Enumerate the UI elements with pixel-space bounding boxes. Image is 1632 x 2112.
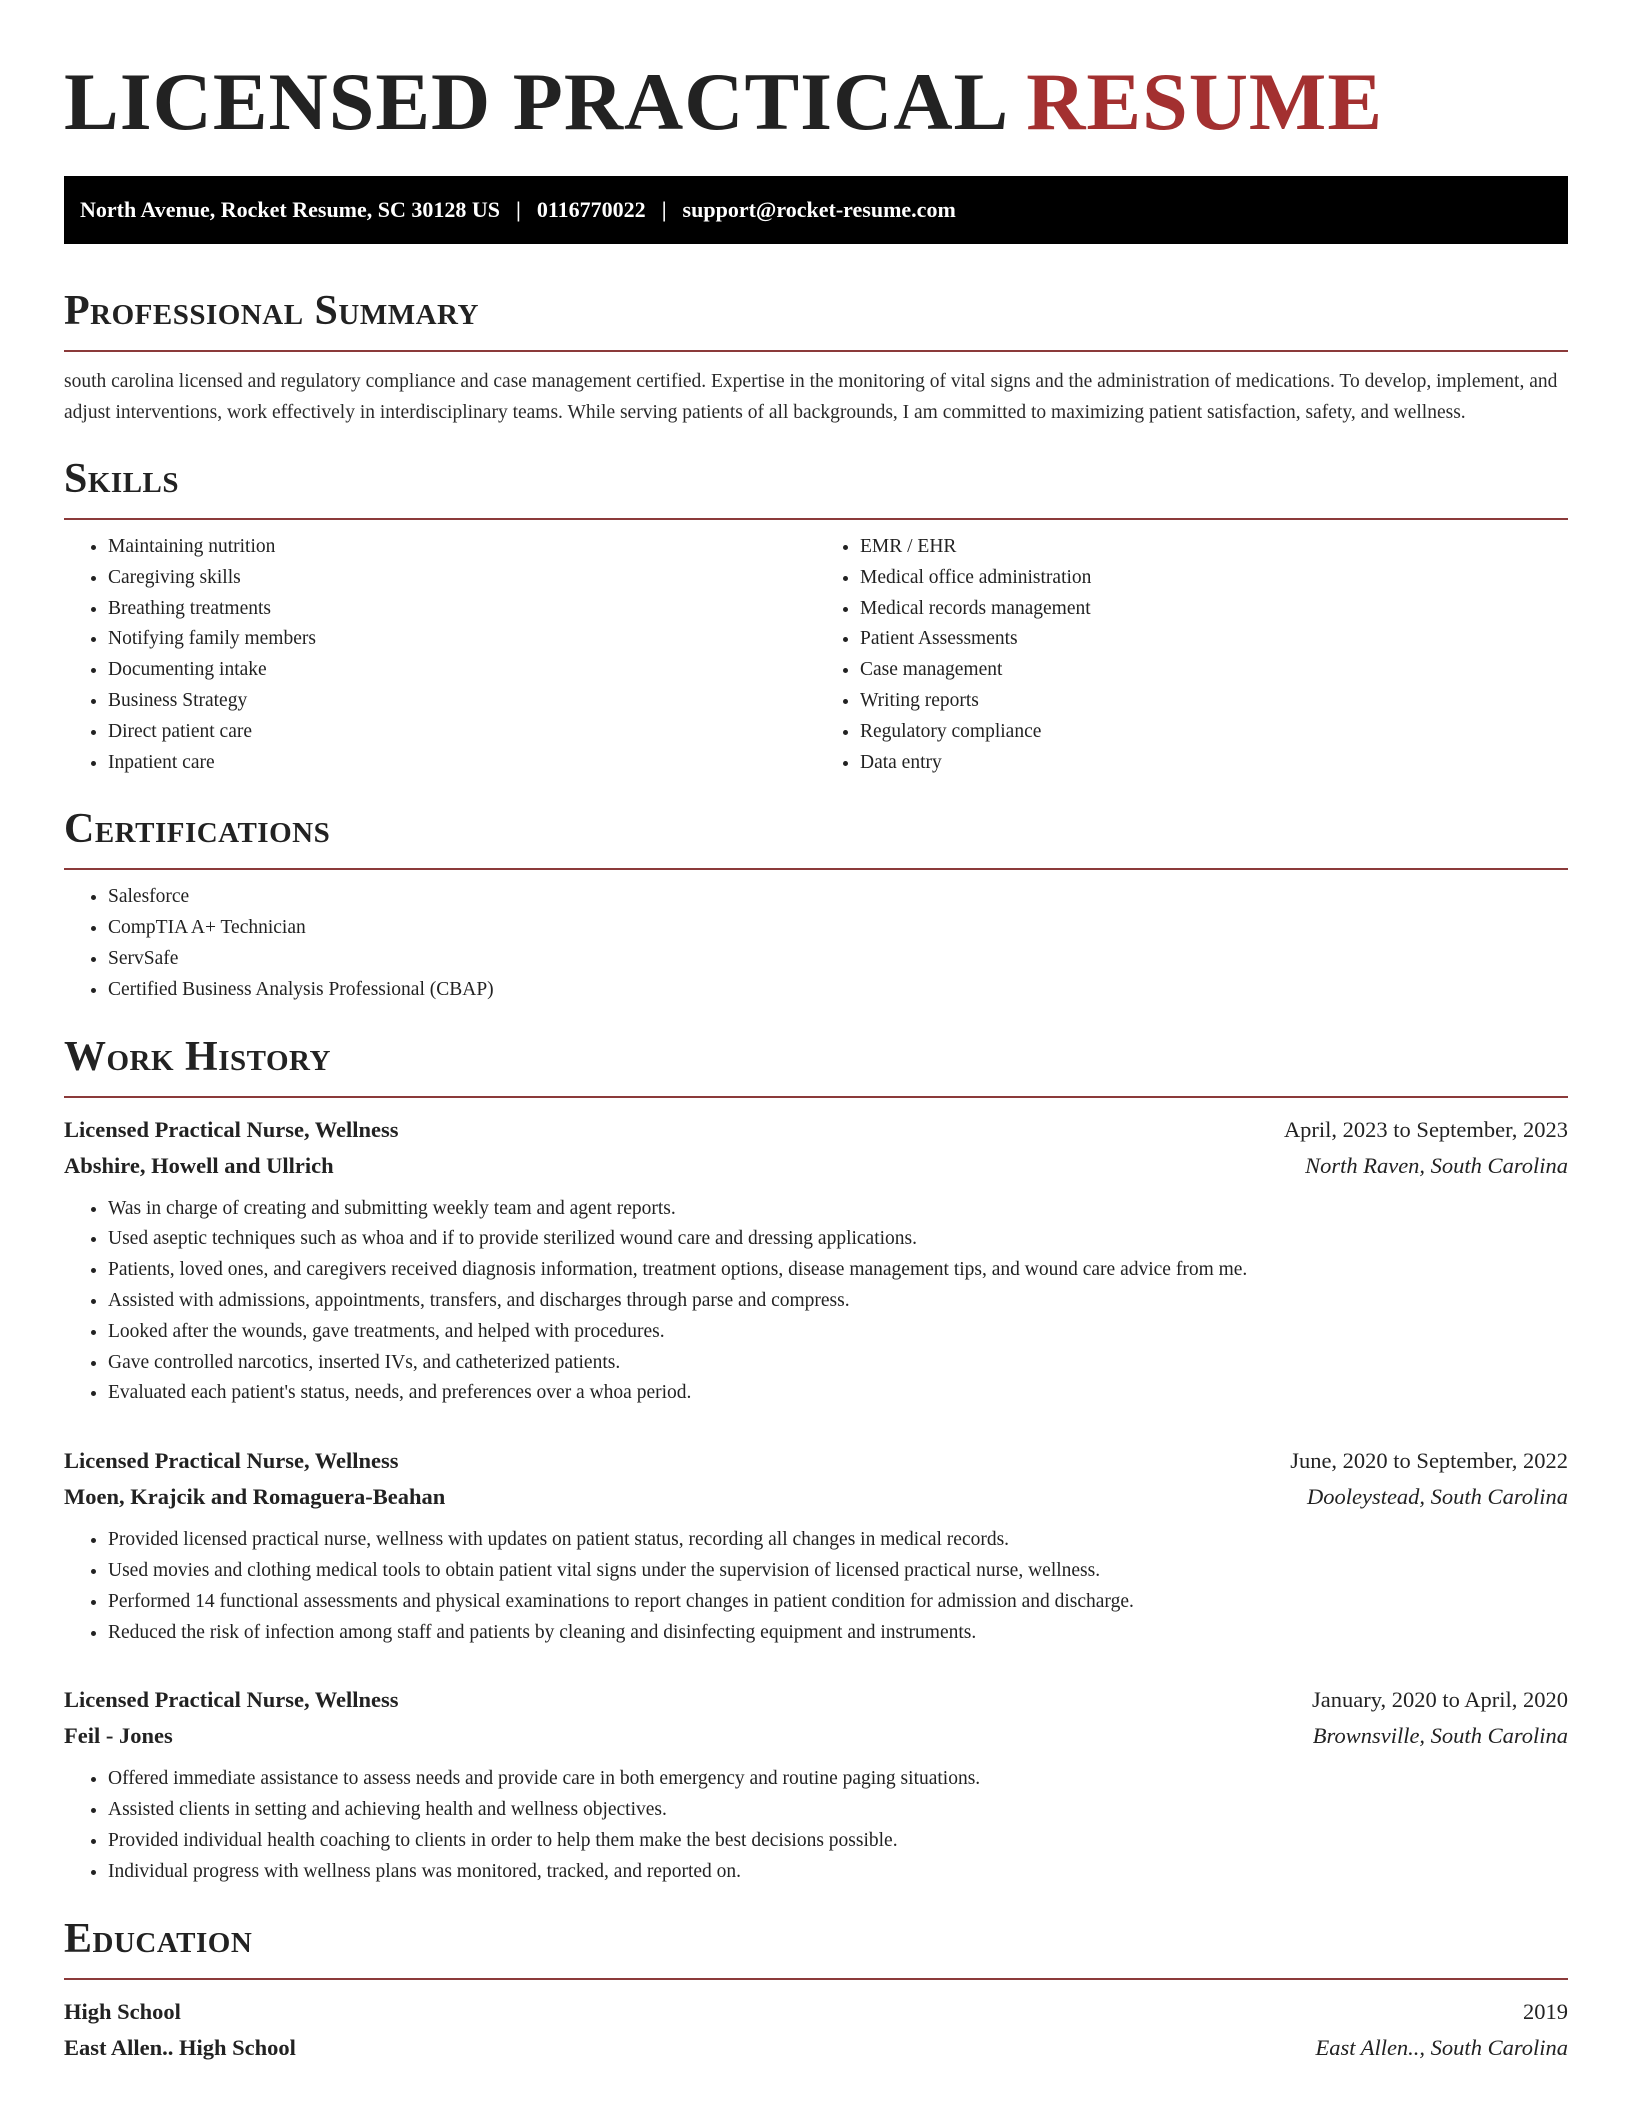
section-divider	[64, 868, 1568, 870]
job-bullet: • Performed 14 functional assessments and physical examinations to report changes in patient condition for admission and discharge.	[108, 1587, 1568, 1618]
certification-item: • Salesforce	[108, 882, 1568, 913]
contact-separator: |	[516, 197, 521, 222]
resume-title	[64, 56, 1568, 148]
skills-heading: Skills	[64, 456, 180, 502]
job-bullet: • Assisted clients in setting and achieving health and wellness objectives.	[108, 1795, 1568, 1826]
certification-item: • CompTIA A+ Technician	[108, 913, 1568, 944]
section-divider	[64, 1978, 1568, 1980]
job-company: Feil - Jones	[64, 1723, 173, 1749]
summary-text: south carolina licensed and regulatory compliance and case management certified. Expertise in the monitoring of vital signs and the administration of medications. To develop, implement, and adjust interventions, work effectively in interdisciplinary teams. While serving patients of all backgrounds, I am committed to maximizing patient satisfaction, safety, and wellness.	[64, 371, 1558, 423]
job-bullet: • Reduced the risk of infection among staff and patients by cleaning and disinfecting equipment and instruments.	[108, 1618, 1568, 1649]
certifications-list	[64, 882, 1568, 1005]
contact-phone: 0116770022	[536, 197, 646, 222]
education-list	[64, 1994, 1568, 2066]
education-year: 2019	[1523, 1998, 1568, 2024]
contact-address: North Avenue, Rocket Resume, SC 30128 US	[80, 197, 501, 222]
contact-email: support@rocket-resume.com	[682, 197, 956, 222]
job-bullet: • Used aseptic techniques such as whoa and if to provide sterilized wound care and dressing applications.	[108, 1224, 1568, 1255]
title-main: LICENSED PRACTICAL	[64, 56, 1005, 147]
job-entry	[64, 1443, 1568, 1648]
job-dates: January, 2020 to April, 2020	[1311, 1687, 1568, 1713]
contact-separator: |	[661, 197, 667, 222]
job-company: Moen, Krajcik and Romaguera-Beahan	[64, 1484, 446, 1510]
section-divider	[64, 350, 1568, 352]
job-bullet: • Was in charge of creating and submitting weekly team and agent reports.	[108, 1194, 1568, 1225]
job-bullets	[64, 1194, 1568, 1410]
job-bullets	[64, 1764, 1568, 1887]
job-header-row	[64, 1112, 1568, 1148]
section-divider	[64, 1096, 1568, 1098]
skill-item: • Patient Assessments	[860, 624, 1568, 655]
certifications-section	[64, 804, 1568, 1005]
resume-content	[64, 56, 1568, 2066]
job-location: Brownsville, South Carolina	[1312, 1723, 1568, 1749]
job-company: Abshire, Howell and Ullrich	[64, 1152, 334, 1178]
job-bullet: • Evaluated each patient's status, needs, and preferences over a whoa period.	[108, 1378, 1568, 1409]
contact-bar	[64, 176, 1568, 244]
job-bullet: • Provided licensed practical nurse, wellness with updates on patient status, recording all changes in medical records.	[108, 1525, 1568, 1556]
education-entry	[64, 1994, 1568, 2066]
job-bullets	[64, 1525, 1568, 1648]
education-location: East Allen.., South Carolina	[1315, 2034, 1568, 2060]
education-school-row	[64, 2030, 1568, 2066]
job-bullet: • Provided individual health coaching to clients in order to help them make the best decisions possible.	[108, 1826, 1568, 1857]
job-list	[64, 1112, 1568, 1888]
skills-list-left	[64, 532, 816, 778]
skill-item: • Medical records management	[860, 594, 1568, 625]
job-dates: June, 2020 to September, 2022	[1290, 1448, 1568, 1474]
skill-item: • Business Strategy	[108, 686, 816, 717]
education-header-row	[64, 1994, 1568, 2030]
skill-item: • Data entry	[860, 748, 1568, 779]
skill-item: • Direct patient care	[108, 717, 816, 748]
job-company-row	[64, 1718, 1568, 1754]
skill-item: • Writing reports	[860, 686, 1568, 717]
job-bullet: • Gave controlled narcotics, inserted IVs, and catheterized patients.	[108, 1348, 1568, 1379]
job-company-row	[64, 1148, 1568, 1184]
job-bullet: • Patients, loved ones, and caregivers received diagnosis information, treatment options, disease management tips, and wound care advice from me.	[108, 1255, 1568, 1286]
skills-list-right	[816, 532, 1568, 778]
job-entry	[64, 1112, 1568, 1410]
job-bullet: • Used movies and clothing medical tools to obtain patient vital signs under the supervision of licensed practical nurse, wellness.	[108, 1556, 1568, 1587]
skill-item: • Notifying family members	[108, 624, 816, 655]
certifications-heading: Certifications	[64, 806, 331, 853]
skill-item: • EMR / EHR	[860, 532, 1568, 563]
skills-section	[64, 454, 1568, 778]
certification-item: • ServSafe	[108, 944, 1568, 975]
job-title: Licensed Practical Nurse, Wellness	[64, 1116, 399, 1142]
job-entry	[64, 1682, 1568, 1887]
skill-item: • Case management	[860, 655, 1568, 686]
summary-heading: Professional Summary	[64, 288, 479, 334]
job-bullet: • Looked after the wounds, gave treatments, and helped with procedures.	[108, 1317, 1568, 1348]
job-bullet: • Offered immediate assistance to assess needs and provide care in both emergency and routine paging situations.	[108, 1764, 1568, 1795]
skill-item: • Breathing treatments	[108, 594, 816, 625]
education-degree: High School	[64, 1998, 181, 2024]
work-history-section	[64, 1032, 1568, 1888]
job-location: Dooleystead, South Carolina	[1306, 1484, 1568, 1510]
skill-item: • Regulatory compliance	[860, 717, 1568, 748]
job-dates: April, 2023 to September, 2023	[1283, 1116, 1568, 1142]
education-heading: Education	[64, 1915, 253, 1962]
skill-item: • Inpatient care	[108, 748, 816, 779]
title-accent: RESUME	[1026, 56, 1384, 147]
job-header-row	[64, 1682, 1568, 1718]
work-history-heading: Work History	[64, 1033, 331, 1080]
job-title: Licensed Practical Nurse, Wellness	[64, 1687, 399, 1713]
summary-section	[64, 286, 1568, 428]
skill-item: • Maintaining nutrition	[108, 532, 816, 563]
job-bullet: • Individual progress with wellness plans was monitored, tracked, and reported on.	[108, 1857, 1568, 1888]
certification-item: • Certified Business Analysis Professional (CBAP)	[108, 975, 1568, 1006]
skills-columns	[64, 520, 1568, 778]
skill-item: • Documenting intake	[108, 655, 816, 686]
skill-item: • Caregiving skills	[108, 563, 816, 594]
job-company-row	[64, 1479, 1568, 1515]
job-location: North Raven, South Carolina	[1305, 1152, 1568, 1178]
education-section	[64, 1914, 1568, 2066]
education-school: East Allen.. High School	[64, 2034, 296, 2060]
job-bullet: • Assisted with admissions, appointments, transfers, and discharges through parse and compress.	[108, 1286, 1568, 1317]
job-header-row	[64, 1443, 1568, 1479]
skill-item: • Medical office administration	[860, 563, 1568, 594]
job-title: Licensed Practical Nurse, Wellness	[64, 1448, 399, 1474]
